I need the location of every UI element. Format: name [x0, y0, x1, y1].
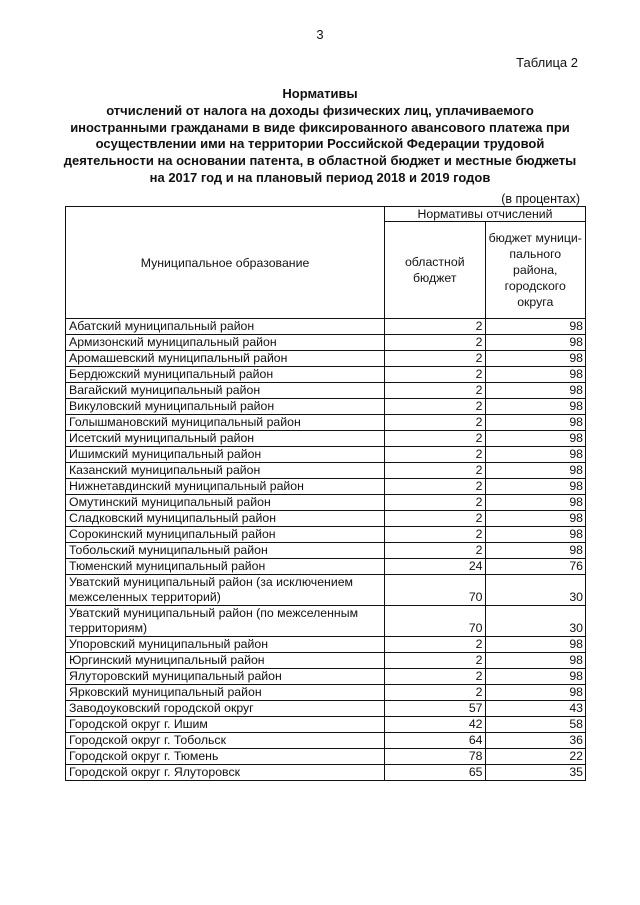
table-row [66, 749, 586, 765]
title-line: осуществлении ими на территории Российской Федерации трудовой [95, 136, 545, 152]
municipality-cell: Юргинский муниципальный район [66, 653, 385, 669]
local-share-cell: 22 [485, 749, 586, 765]
header-local-budget: бюджет муници-пального района, городского округа [485, 222, 586, 319]
local-share-cell: 35 [485, 765, 586, 781]
regional-share-cell: 2 [385, 463, 486, 479]
municipality-cell: Сладковский муниципальный район [66, 511, 385, 527]
page-number: 3 [316, 27, 324, 42]
municipality-cell: Ишимский муниципальный район [66, 447, 385, 463]
table-row [66, 575, 586, 606]
table-row [66, 559, 586, 575]
header-regional-budget: областной бюджет [385, 222, 486, 319]
table-row [66, 351, 586, 367]
regional-share-cell: 65 [385, 765, 486, 781]
local-share-cell: 98 [485, 653, 586, 669]
local-share-cell: 98 [485, 479, 586, 495]
title-line: отчислений от налога на доходы физических лиц, уплачиваемого [106, 102, 534, 118]
regional-share-cell: 2 [385, 543, 486, 559]
municipality-cell: Городской округ г. Ишим [66, 717, 385, 733]
title-line: иностранными гражданами в виде фиксированного авансового платежа при [70, 119, 570, 135]
municipality-cell: Уватский муниципальный район (по межселенным территориям) [66, 606, 385, 637]
norms-table [65, 206, 586, 781]
local-share-cell: 98 [485, 685, 586, 701]
local-share-cell: 98 [485, 431, 586, 447]
regional-share-cell: 2 [385, 685, 486, 701]
municipality-cell: Викуловский муниципальный район [66, 399, 385, 415]
regional-share-cell: 2 [385, 335, 486, 351]
local-share-cell: 98 [485, 367, 586, 383]
municipality-cell: Ярковский муниципальный район [66, 685, 385, 701]
title-line: деятельности на основании патента, в областной бюджет и местные бюджеты [63, 153, 577, 169]
table-row [66, 319, 586, 335]
header-municipality: Муниципальное образование [66, 207, 385, 319]
local-share-cell: 98 [485, 495, 586, 511]
municipality-cell: Уватский муниципальный район (за исключением межселенных территорий) [66, 575, 385, 606]
table-row [66, 685, 586, 701]
table-row [66, 669, 586, 685]
regional-share-cell: 2 [385, 415, 486, 431]
local-share-cell: 98 [485, 447, 586, 463]
local-share-cell: 98 [485, 463, 586, 479]
municipality-cell: Сорокинский муниципальный район [66, 527, 385, 543]
municipality-cell: Городской округ г. Тобольск [66, 733, 385, 749]
local-share-cell: 98 [485, 527, 586, 543]
document-title [40, 86, 600, 187]
regional-share-cell: 2 [385, 383, 486, 399]
table-row [66, 653, 586, 669]
table-row [66, 733, 586, 749]
header-norms-group: Нормативы отчислений [385, 207, 586, 222]
municipality-cell: Городской округ г. Тюмень [66, 749, 385, 765]
table-row [66, 447, 586, 463]
municipality-cell: Упоровский муниципальный район [66, 637, 385, 653]
regional-share-cell: 2 [385, 367, 486, 383]
title-line: на 2017 год и на плановый период 2018 и 2019 годов [149, 169, 491, 185]
regional-share-cell: 78 [385, 749, 486, 765]
regional-share-cell: 2 [385, 399, 486, 415]
local-share-cell: 98 [485, 383, 586, 399]
municipality-cell: Вагайский муниципальный район [66, 383, 385, 399]
regional-share-cell: 2 [385, 495, 486, 511]
municipality-cell: Исетский муниципальный район [66, 431, 385, 447]
local-share-cell: 30 [485, 606, 586, 637]
local-share-cell: 98 [485, 399, 586, 415]
table-row [66, 606, 586, 637]
municipality-cell: Заводоуковский городской округ [66, 701, 385, 717]
local-share-cell: 30 [485, 575, 586, 606]
local-share-cell: 43 [485, 701, 586, 717]
municipality-cell: Омутинский муниципальный район [66, 495, 385, 511]
regional-share-cell: 64 [385, 733, 486, 749]
municipality-cell: Тюменский муниципальный район [66, 559, 385, 575]
table-row [66, 527, 586, 543]
municipality-cell: Аромашевский муниципальный район [66, 351, 385, 367]
table-label: Таблица 2 [516, 55, 578, 70]
regional-share-cell: 2 [385, 351, 486, 367]
regional-share-cell: 57 [385, 701, 486, 717]
local-share-cell: 76 [485, 559, 586, 575]
regional-share-cell: 2 [385, 319, 486, 335]
unit-note: (в процентах) [501, 192, 580, 206]
regional-share-cell: 2 [385, 511, 486, 527]
local-share-cell: 98 [485, 543, 586, 559]
local-share-cell: 98 [485, 669, 586, 685]
municipality-cell: Ялуторовский муниципальный район [66, 669, 385, 685]
table-row [66, 335, 586, 351]
regional-share-cell: 2 [385, 653, 486, 669]
table-body [66, 319, 586, 781]
table-row [66, 399, 586, 415]
table-row [66, 495, 586, 511]
local-share-cell: 98 [485, 415, 586, 431]
municipality-cell: Городской округ г. Ялуторовск [66, 765, 385, 781]
regional-share-cell: 2 [385, 669, 486, 685]
local-share-cell: 98 [485, 511, 586, 527]
local-share-cell: 98 [485, 319, 586, 335]
local-share-cell: 58 [485, 717, 586, 733]
table-row [66, 511, 586, 527]
table-row [66, 415, 586, 431]
regional-share-cell: 2 [385, 431, 486, 447]
table-row [66, 479, 586, 495]
municipality-cell: Бердюжский муниципальный район [66, 367, 385, 383]
municipality-cell: Казанский муниципальный район [66, 463, 385, 479]
regional-share-cell: 2 [385, 637, 486, 653]
table-row [66, 765, 586, 781]
local-share-cell: 98 [485, 637, 586, 653]
municipality-cell: Нижнетавдинский муниципальный район [66, 479, 385, 495]
local-share-cell: 98 [485, 335, 586, 351]
table-row [66, 431, 586, 447]
table-row [66, 463, 586, 479]
municipality-cell: Абатский муниципальный район [66, 319, 385, 335]
table-row [66, 717, 586, 733]
municipality-cell: Голышмановский муниципальный район [66, 415, 385, 431]
table-row [66, 383, 586, 399]
regional-share-cell: 2 [385, 527, 486, 543]
municipality-cell: Тобольский муниципальный район [66, 543, 385, 559]
regional-share-cell: 2 [385, 479, 486, 495]
table-row [66, 637, 586, 653]
local-share-cell: 98 [485, 351, 586, 367]
municipality-cell: Армизонский муниципальный район [66, 335, 385, 351]
regional-share-cell: 70 [385, 575, 486, 606]
title-line: Нормативы [282, 86, 358, 101]
regional-share-cell: 2 [385, 447, 486, 463]
table-row [66, 543, 586, 559]
table-row [66, 367, 586, 383]
table-row [66, 701, 586, 717]
local-share-cell: 36 [485, 733, 586, 749]
regional-share-cell: 24 [385, 559, 486, 575]
regional-share-cell: 42 [385, 717, 486, 733]
regional-share-cell: 70 [385, 606, 486, 637]
